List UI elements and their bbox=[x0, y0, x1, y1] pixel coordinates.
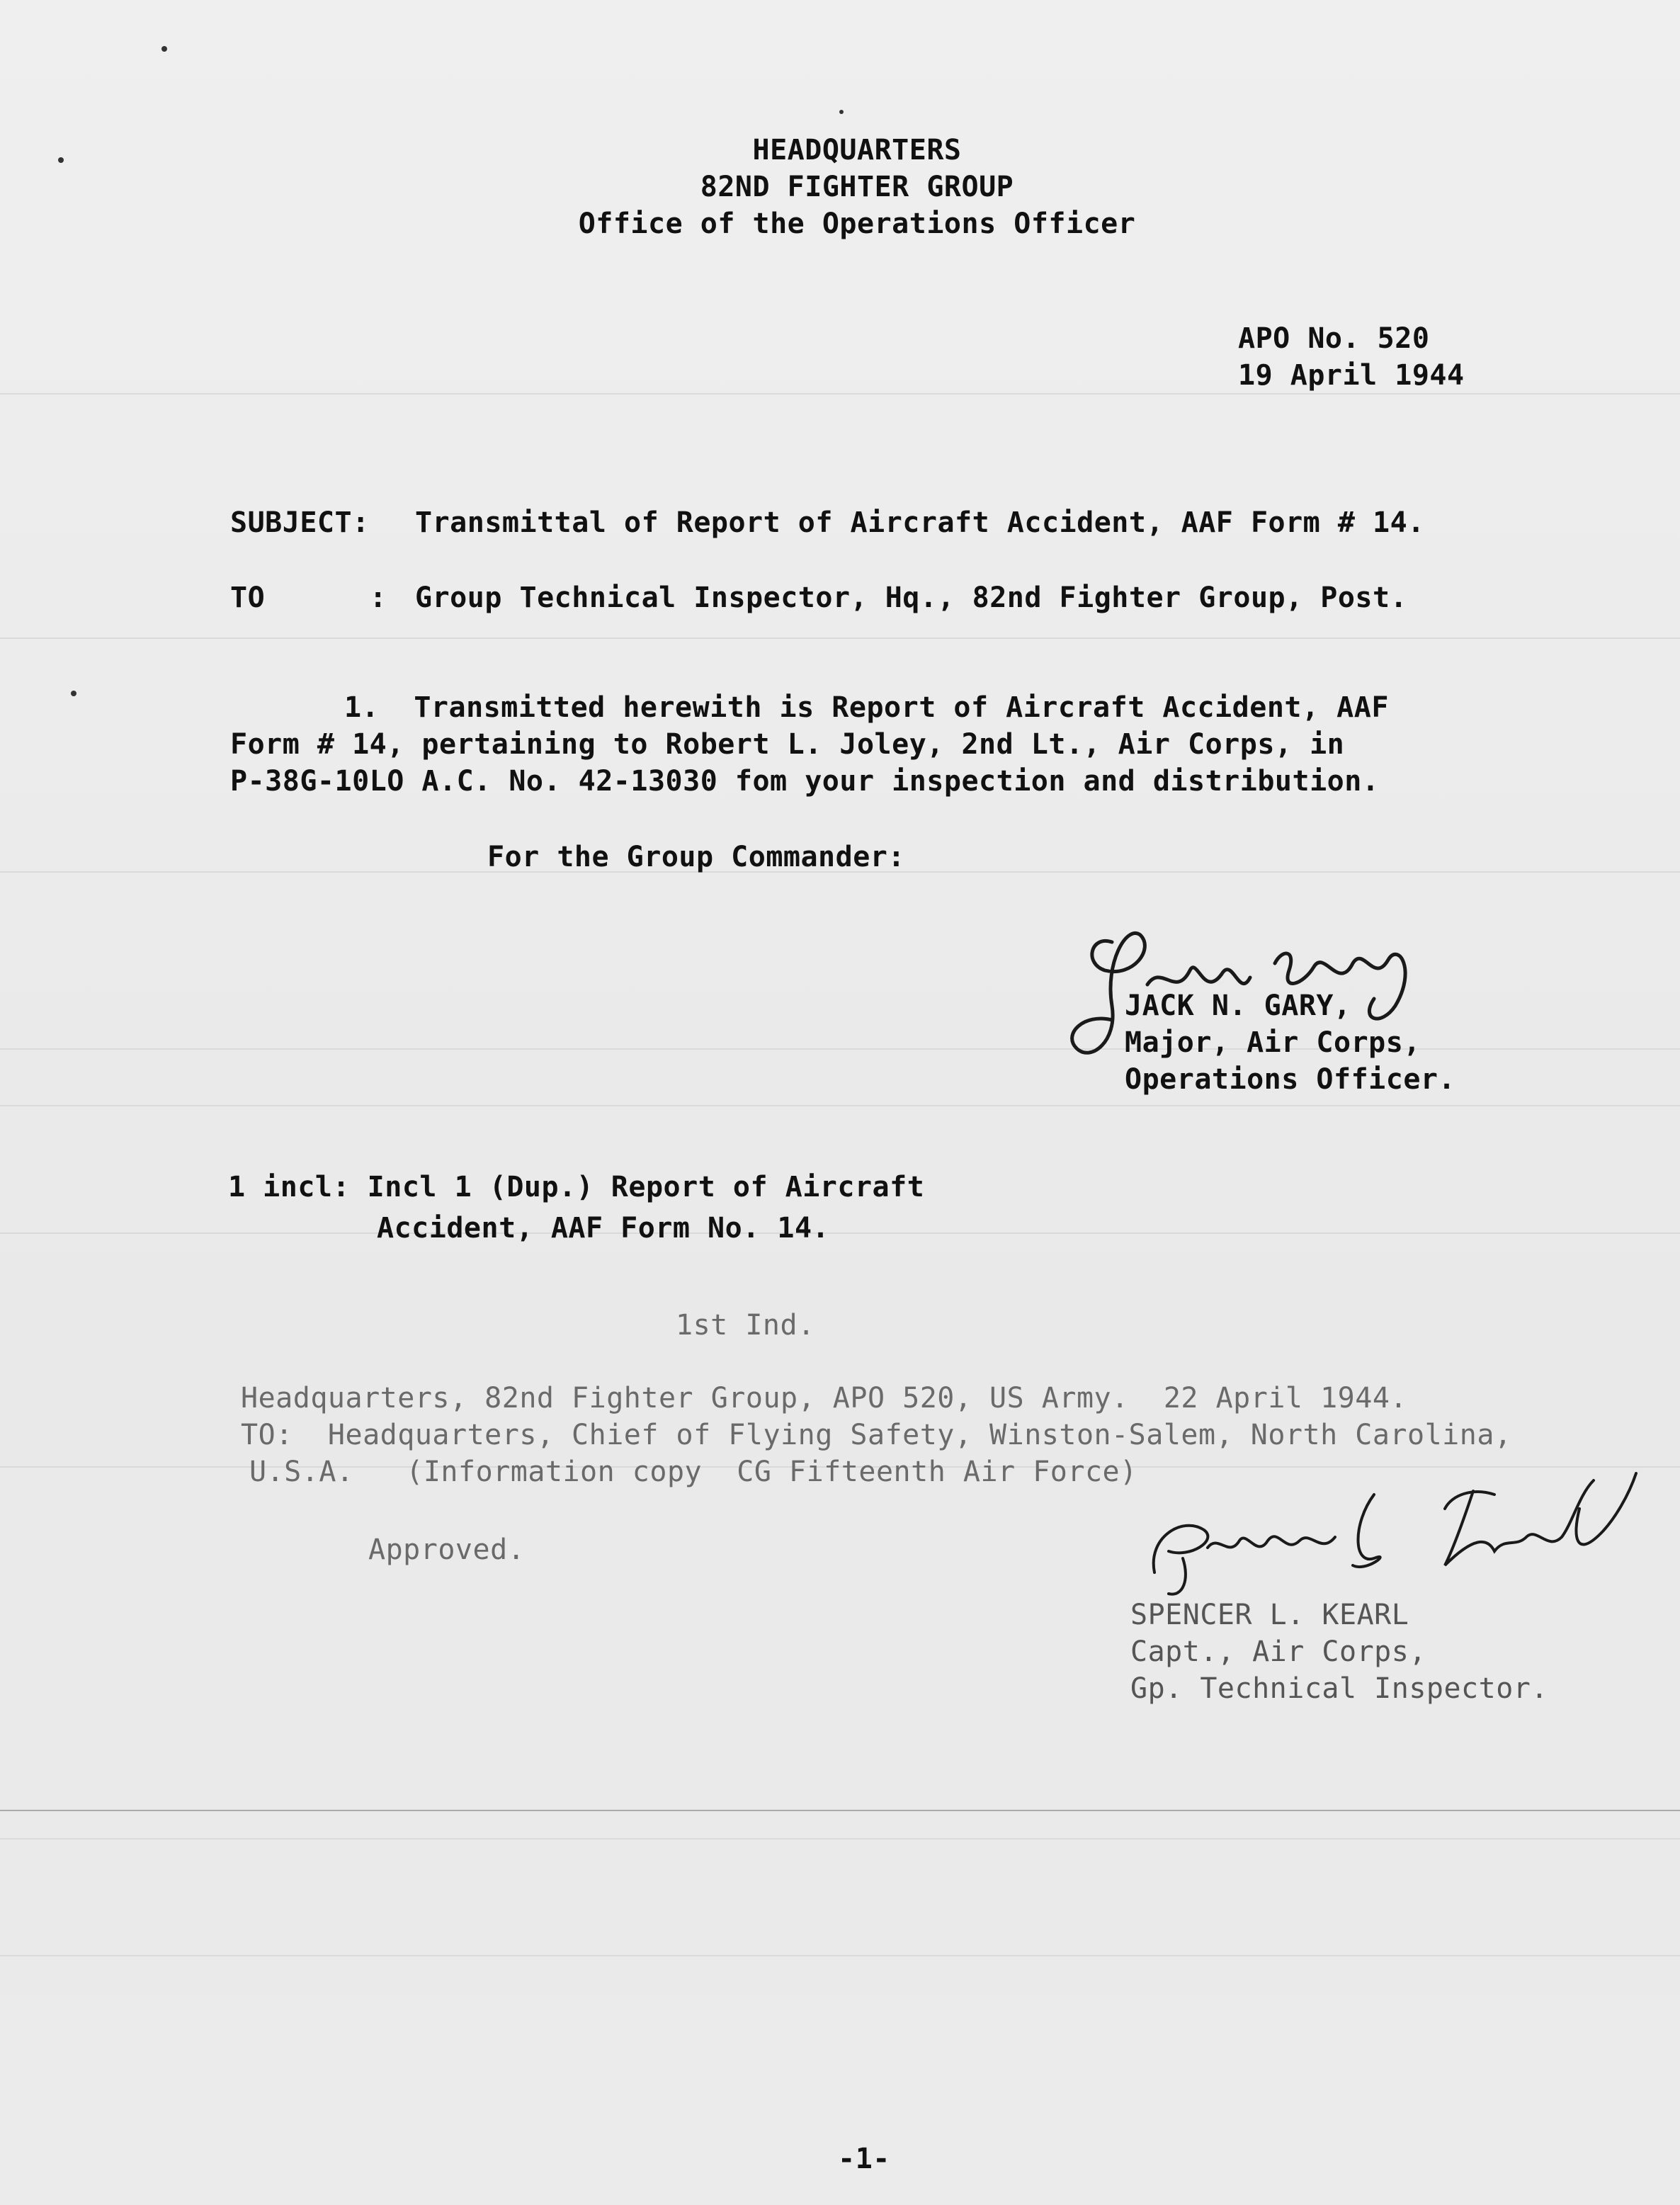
to-label: TO : bbox=[230, 582, 387, 614]
body-paragraph-line-1: 1. Transmitted herewith is Report of Aircraft Accident, AAF bbox=[344, 691, 1389, 724]
header-line-1: HEADQUARTERS bbox=[752, 134, 962, 166]
indorsement-line-3: U.S.A. (Information copy CG Fifteenth Air Force) bbox=[249, 1456, 1137, 1488]
signer1-title: Operations Officer. bbox=[1125, 1063, 1456, 1096]
signer2-name: SPENCER L. KEARL bbox=[1130, 1599, 1409, 1631]
page-number: -1- bbox=[838, 2143, 890, 2175]
body-paragraph-line-2: Form # 14, pertaining to Robert L. Joley, 2nd Lt., Air Corps, in bbox=[230, 728, 1345, 761]
signer2-rank: Capt., Air Corps, bbox=[1130, 1636, 1426, 1668]
header-line-3: Office of the Operations Officer bbox=[578, 208, 1136, 240]
indorsement-line-2: TO: Headquarters, Chief of Flying Safety, Winston-Salem, North Carolina, bbox=[241, 1419, 1512, 1451]
indorsement-heading: 1st Ind. bbox=[676, 1309, 815, 1342]
to-text: Group Technical Inspector, Hq., 82nd Fighter Group, Post. bbox=[415, 582, 1408, 614]
indorsement-line-1: Headquarters, 82nd Fighter Group, APO 520, US Army. 22 April 1944. bbox=[241, 1382, 1407, 1415]
subject-label: SUBJECT: bbox=[230, 506, 370, 539]
signer1-rank: Major, Air Corps, bbox=[1125, 1026, 1421, 1059]
header-line-2: 82ND FIGHTER GROUP bbox=[700, 171, 1014, 203]
subject-text: Transmittal of Report of Aircraft Accident, AAF Form # 14. bbox=[415, 506, 1425, 539]
letter-date: 19 April 1944 bbox=[1238, 359, 1465, 392]
enclosure-line-1: 1 incl: Incl 1 (Dup.) Report of Aircraft bbox=[228, 1171, 925, 1203]
approved-text: Approved. bbox=[368, 1534, 526, 1566]
closing-line: For the Group Commander: bbox=[487, 841, 905, 873]
body-paragraph-line-3: P-38G-10LO A.C. No. 42-13030 fom your inspection and distribution. bbox=[230, 765, 1380, 798]
enclosure-line-2: Accident, AAF Form No. 14. bbox=[377, 1212, 830, 1245]
signer2-title: Gp. Technical Inspector. bbox=[1130, 1672, 1548, 1705]
signature-spencer-kearl bbox=[1140, 1466, 1650, 1601]
signer1-name: JACK N. GARY, bbox=[1125, 990, 1351, 1022]
apo-number: APO No. 520 bbox=[1238, 322, 1430, 355]
